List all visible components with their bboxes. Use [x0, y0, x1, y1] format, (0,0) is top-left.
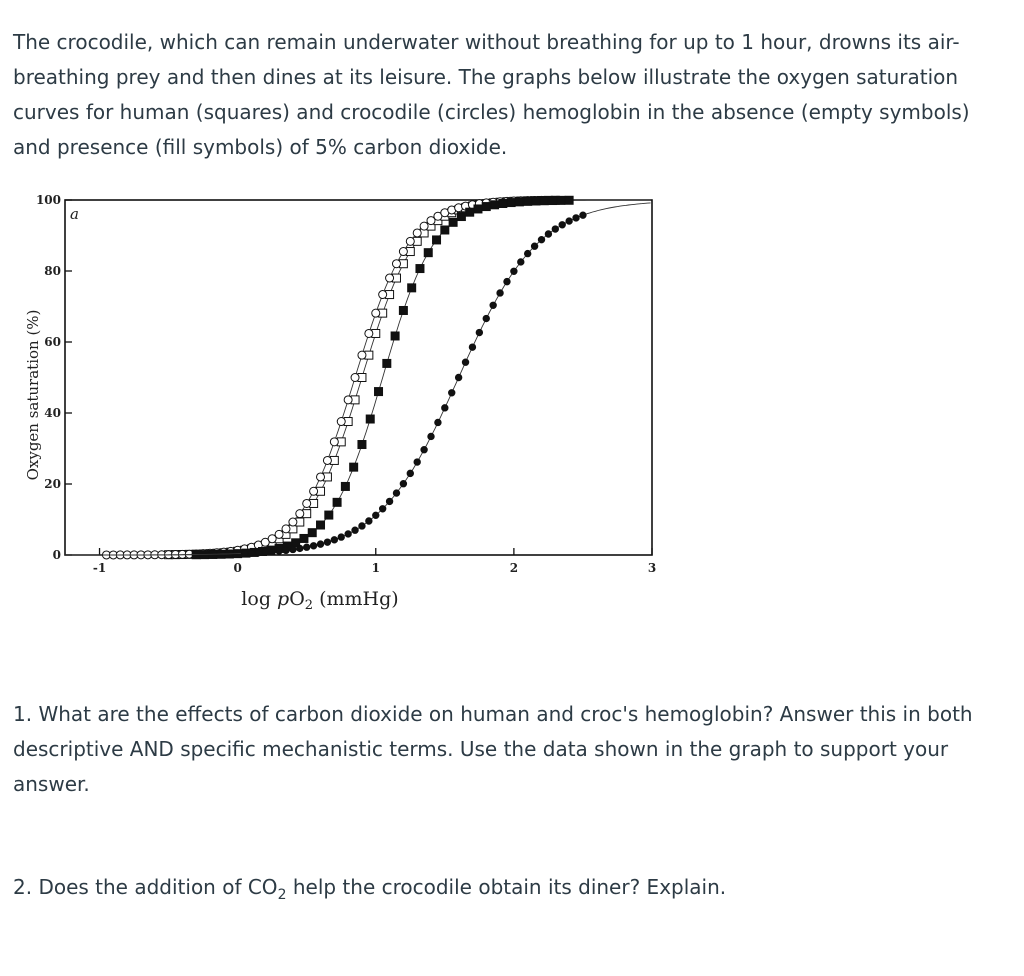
intro-paragraph: The crocodile, which can remain underwater without breathing for up to 1 hour, drowns its air-breathing prey and then dines at its leisure. The graphs below illustrate the oxygen saturation curves for human (squares) and crocodile (circles) hemoglobin in the absence (empty symbols) and presence (fill symbols) of 5% carbon dioxide.	[13, 30, 970, 159]
data-point-filled-square	[524, 197, 532, 205]
data-point-open-circle	[399, 248, 407, 256]
x-axis-label-part-1: log	[241, 588, 278, 610]
data-point-filled-circle	[386, 498, 392, 504]
data-point-filled-square	[350, 463, 358, 471]
data-point-filled-circle	[518, 259, 524, 265]
data-point-filled-square	[408, 284, 416, 292]
data-point-filled-square	[565, 196, 573, 204]
x-tick-label: -1	[92, 561, 107, 575]
data-point-filled-square	[317, 521, 325, 529]
data-point-open-circle	[406, 237, 414, 245]
y-tick-label: 0	[52, 548, 61, 562]
data-point-filled-circle	[469, 344, 475, 350]
data-point-filled-circle	[580, 212, 586, 218]
data-point-filled-circle	[393, 490, 399, 496]
data-point-filled-square	[424, 249, 432, 257]
data-point-filled-circle	[497, 290, 503, 296]
data-point-filled-circle	[331, 537, 337, 543]
data-point-filled-circle	[345, 531, 351, 537]
data-point-filled-square	[540, 197, 548, 205]
data-point-filled-square	[474, 205, 482, 213]
data-point-filled-circle	[573, 215, 579, 221]
data-point-filled-square	[433, 236, 441, 244]
series-open-circle	[65, 196, 651, 559]
data-point-filled-square	[482, 203, 490, 211]
data-point-filled-circle	[304, 544, 310, 550]
data-point-filled-circle	[255, 549, 261, 555]
data-point-filled-circle	[248, 550, 254, 556]
data-point-filled-square	[399, 306, 407, 314]
data-point-open-circle	[413, 229, 421, 237]
data-point-filled-circle	[442, 405, 448, 411]
data-point-filled-circle	[373, 512, 379, 518]
x-tick-label: 0	[233, 561, 242, 575]
data-point-filled-circle	[324, 539, 330, 545]
data-point-filled-circle	[504, 278, 510, 284]
x-axis-label-part-3: O	[289, 588, 305, 610]
question-2-subscript: 2	[277, 887, 287, 903]
data-point-open-circle	[351, 374, 359, 382]
data-point-filled-circle	[552, 226, 558, 232]
data-point-filled-circle	[366, 518, 372, 524]
data-point-filled-circle	[449, 390, 455, 396]
data-point-filled-circle	[352, 527, 358, 533]
data-point-open-circle	[358, 351, 366, 359]
data-point-filled-circle	[283, 547, 289, 553]
data-point-filled-square	[366, 415, 374, 423]
data-point-filled-square	[557, 196, 565, 204]
data-point-filled-circle	[435, 419, 441, 425]
data-point-filled-circle	[566, 218, 572, 224]
question-2-text-after: help the crocodile obtain its diner? Explain.	[286, 875, 727, 899]
x-axis-label-part-5: (mmHg)	[313, 588, 399, 610]
data-point-filled-circle	[338, 534, 344, 540]
data-point-filled-circle	[290, 546, 296, 552]
data-point-filled-circle	[379, 506, 385, 512]
data-point-open-circle	[310, 487, 318, 495]
data-point-open-circle	[317, 473, 325, 481]
data-point-filled-square	[391, 332, 399, 340]
data-point-filled-square	[457, 213, 465, 221]
data-point-filled-square	[515, 198, 523, 206]
data-point-filled-square	[341, 482, 349, 490]
y-tick-label: 60	[44, 335, 61, 349]
question-2	[13, 870, 1013, 905]
data-point-filled-square	[358, 441, 366, 449]
y-tick-label: 80	[44, 264, 61, 278]
data-point-filled-square	[549, 197, 557, 205]
data-point-filled-circle	[359, 523, 365, 529]
data-point-filled-square	[532, 197, 540, 205]
data-point-filled-circle	[538, 236, 544, 242]
x-axis-label-part-2: p	[277, 588, 290, 610]
data-point-filled-circle	[262, 549, 268, 555]
data-point-open-circle	[365, 329, 373, 337]
y-tick-label: 100	[35, 195, 61, 207]
question-2-text-before: 2. Does the addition of CO	[13, 875, 278, 899]
y-tick-label: 20	[44, 477, 61, 491]
data-point-open-circle	[323, 456, 331, 464]
data-point-open-circle	[337, 418, 345, 426]
data-point-filled-square	[449, 218, 457, 226]
x-axis-label-subscript: 2	[304, 598, 314, 613]
data-point-filled-circle	[455, 374, 461, 380]
data-point-filled-square	[416, 265, 424, 273]
data-point-filled-circle	[511, 268, 517, 274]
data-point-open-circle	[330, 438, 338, 446]
x-tick-label: 2	[509, 561, 519, 575]
data-point-filled-circle	[310, 543, 316, 549]
data-point-open-circle	[344, 396, 352, 404]
y-tick-label: 40	[44, 406, 61, 420]
data-point-filled-square	[308, 529, 316, 537]
data-point-filled-circle	[407, 470, 413, 476]
data-point-filled-square	[383, 359, 391, 367]
data-point-filled-circle	[317, 541, 323, 547]
data-point-filled-square	[507, 199, 515, 207]
data-point-filled-circle	[414, 459, 420, 465]
data-point-filled-circle	[421, 447, 427, 453]
data-point-filled-square	[491, 201, 499, 209]
data-point-filled-square	[333, 498, 341, 506]
data-point-open-circle	[303, 499, 311, 507]
data-point-filled-circle	[276, 548, 282, 554]
data-point-filled-circle	[400, 481, 406, 487]
data-point-filled-square	[375, 388, 383, 396]
data-point-filled-square	[300, 534, 308, 542]
data-point-filled-square	[325, 511, 333, 519]
data-point-open-circle	[289, 518, 297, 526]
y-axis-label: Oxygen saturation (%)	[24, 309, 42, 481]
data-point-filled-circle	[241, 550, 247, 556]
data-point-open-circle	[392, 260, 400, 268]
data-point-filled-circle	[531, 243, 537, 249]
data-point-open-circle	[282, 525, 290, 533]
data-point-filled-circle	[559, 222, 565, 228]
x-tick-label: 1	[371, 561, 380, 575]
data-point-open-circle	[275, 530, 283, 538]
panel-label: a	[70, 205, 79, 223]
data-point-open-circle	[372, 309, 380, 317]
data-point-filled-circle	[483, 315, 489, 321]
data-point-filled-circle	[476, 329, 482, 335]
data-point-filled-square	[441, 226, 449, 234]
data-point-filled-circle	[269, 548, 275, 554]
data-point-filled-circle	[297, 545, 303, 551]
question-1: 1. What are the effects of carbon dioxide on human and croc's hemoglobin? Answer this in both descriptive AND specific mechanistic terms. Use the data shown in the graph to support your answer.	[13, 702, 973, 796]
x-tick-label: 3	[647, 561, 657, 575]
data-point-open-circle	[386, 274, 394, 282]
data-point-filled-circle	[545, 231, 551, 237]
data-point-filled-square	[466, 208, 474, 216]
data-point-open-circle	[420, 222, 428, 230]
data-series	[65, 196, 651, 559]
data-point-filled-circle	[462, 359, 468, 365]
data-point-filled-circle	[490, 302, 496, 308]
data-point-open-circle	[379, 291, 387, 299]
data-point-filled-square	[499, 200, 507, 208]
oxygen-saturation-chart	[0, 195, 680, 625]
data-point-filled-circle	[524, 250, 530, 256]
data-point-open-circle	[296, 510, 304, 518]
x-axis-label	[241, 588, 398, 613]
data-point-filled-circle	[428, 433, 434, 439]
